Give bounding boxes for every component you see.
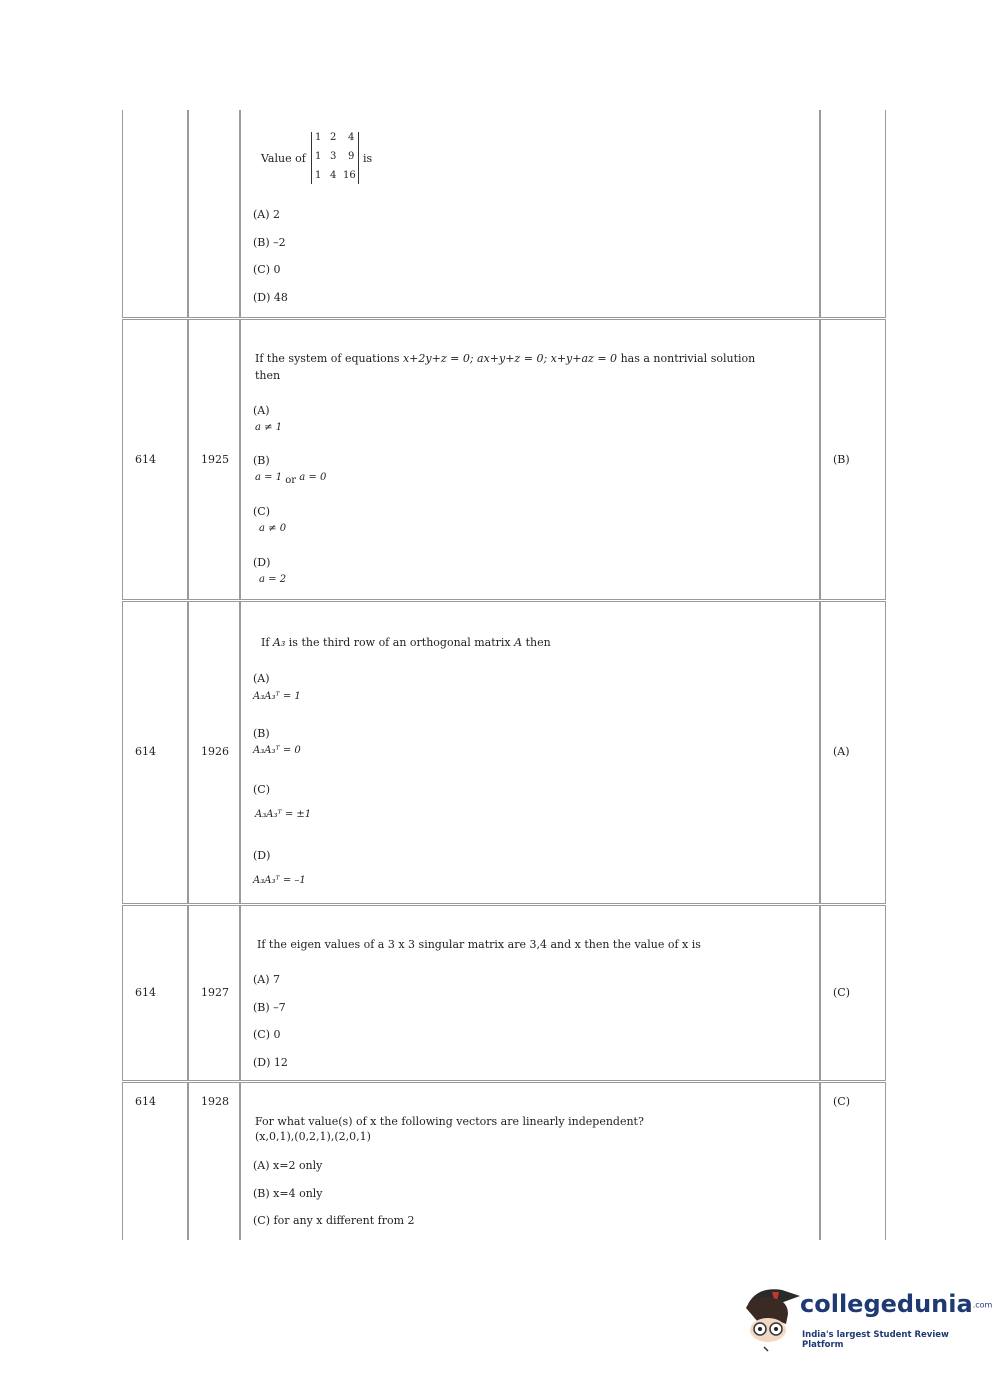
question-cell bbox=[240, 110, 820, 318]
question-text-line2: then bbox=[255, 369, 281, 382]
matrix-entry: 4 bbox=[330, 170, 337, 181]
matrix-entry: 9 bbox=[348, 151, 355, 162]
option-c: (C) for any x different from 2 bbox=[253, 1214, 415, 1227]
question-number-cell bbox=[188, 319, 240, 600]
option-b-label: (B) bbox=[253, 454, 270, 467]
question-text-part: If bbox=[261, 636, 270, 649]
question-vectors: (x,0,1),(0,2,1),(2,0,1) bbox=[255, 1130, 371, 1143]
brand-name bbox=[800, 1290, 992, 1318]
question-text-part: If the system of equations bbox=[255, 352, 400, 365]
question-text: If the eigen values of a 3 x 3 singular matrix are 3,4 and x then the value of x is bbox=[257, 938, 701, 951]
collegedunia-logo bbox=[742, 1284, 993, 1354]
mascot-icon bbox=[742, 1284, 802, 1354]
answer-cell bbox=[820, 1082, 886, 1240]
question-number-cell bbox=[188, 110, 240, 318]
determinant-matrix bbox=[311, 132, 359, 184]
serial-cell bbox=[122, 905, 188, 1081]
brand-tagline: India's largest Student Review Platform bbox=[802, 1330, 949, 1350]
question-number-cell bbox=[188, 1082, 240, 1240]
serial-number: 614 bbox=[135, 1095, 156, 1108]
question-number: 1925 bbox=[201, 453, 229, 466]
matrix-entry: 2 bbox=[330, 132, 337, 143]
option-b-or: or bbox=[285, 475, 297, 486]
serial-number: 614 bbox=[135, 986, 156, 999]
option-b-value bbox=[255, 472, 327, 486]
option-b: (B) –7 bbox=[253, 1001, 286, 1014]
question-text-suffix: is bbox=[363, 152, 373, 165]
option-c-label: (C) bbox=[253, 783, 270, 796]
matrix-entry: 4 bbox=[348, 132, 355, 143]
serial-cell bbox=[122, 319, 188, 600]
question-number-cell bbox=[188, 601, 240, 904]
answer-cell bbox=[820, 110, 886, 318]
answer-cell bbox=[820, 601, 886, 904]
option-a-value: A₃A₃ᵀ = 1 bbox=[253, 691, 301, 702]
question-text: For what value(s) of x the following vectors are linearly independent? bbox=[255, 1115, 644, 1128]
serial-number: 614 bbox=[135, 453, 156, 466]
option-d: (D) 48 bbox=[253, 291, 288, 304]
question-text bbox=[261, 634, 551, 651]
table-row bbox=[122, 601, 886, 904]
option-b-value: A₃A₃ᵀ = 0 bbox=[253, 745, 301, 756]
matrix-entry: 3 bbox=[330, 151, 337, 162]
brand-suffix: .com bbox=[972, 1300, 993, 1310]
question-cell bbox=[240, 319, 820, 600]
option-c-value: A₃A₃ᵀ = ±1 bbox=[255, 809, 312, 820]
answer-cell bbox=[820, 905, 886, 1081]
question-cell bbox=[240, 601, 820, 904]
option-b: (B) x=4 only bbox=[253, 1187, 323, 1200]
answer-key: (C) bbox=[833, 986, 850, 999]
brand-name-text: collegedunia bbox=[800, 1290, 973, 1318]
question-number: 1928 bbox=[201, 1095, 229, 1108]
serial-cell bbox=[122, 1082, 188, 1240]
serial-number: 614 bbox=[135, 745, 156, 758]
symbol: A₃ bbox=[272, 636, 286, 649]
option-d: (D) 12 bbox=[253, 1056, 288, 1069]
option-a-label: (A) bbox=[253, 404, 270, 417]
table-row bbox=[122, 905, 886, 1081]
question-text bbox=[255, 350, 755, 367]
matrix-entry: 1 bbox=[315, 151, 322, 162]
question-text-part: is the third row of an orthogonal matrix bbox=[288, 636, 511, 649]
matrix-entry: 1 bbox=[315, 170, 322, 181]
question-cell bbox=[240, 905, 820, 1081]
serial-cell bbox=[122, 601, 188, 904]
table-row bbox=[122, 319, 886, 600]
question-table bbox=[122, 110, 886, 1240]
option-d-value: A₃A₃ᵀ = –1 bbox=[253, 875, 306, 886]
question-number: 1926 bbox=[201, 745, 229, 758]
option-a-label: (A) bbox=[253, 672, 270, 685]
table-row bbox=[122, 110, 886, 318]
question-text-prefix: Value of bbox=[261, 152, 306, 165]
question-text-part: then bbox=[525, 636, 551, 649]
serial-cell bbox=[122, 110, 188, 318]
option-d-value: a = 2 bbox=[259, 574, 287, 585]
option-c-label: (C) bbox=[253, 505, 270, 518]
symbol: A bbox=[514, 636, 523, 649]
question-text-part: has a nontrivial solution bbox=[620, 352, 756, 365]
option-d-label: (D) bbox=[253, 849, 271, 862]
option-a: (A) 7 bbox=[253, 973, 281, 986]
option-a-value: a ≠ 1 bbox=[255, 422, 283, 433]
matrix-entry: 1 bbox=[315, 132, 322, 143]
option-c-value: a ≠ 0 bbox=[259, 523, 287, 534]
answer-cell bbox=[820, 319, 886, 600]
matrix-entry: 16 bbox=[343, 170, 356, 181]
option-c: (C) 0 bbox=[253, 263, 281, 276]
option-b-value-part: a = 0 bbox=[299, 472, 327, 483]
option-b: (B) –2 bbox=[253, 236, 286, 249]
answer-key: (A) bbox=[833, 745, 850, 758]
option-d-label: (D) bbox=[253, 556, 271, 569]
answer-key: (C) bbox=[833, 1095, 850, 1108]
answer-key: (B) bbox=[833, 453, 850, 466]
equation: x+2y+z = 0; ax+y+z = 0; x+y+az = 0 bbox=[402, 352, 618, 365]
option-a: (A) 2 bbox=[253, 208, 281, 221]
option-b-label: (B) bbox=[253, 727, 270, 740]
question-cell bbox=[240, 1082, 820, 1240]
table-row bbox=[122, 1082, 886, 1240]
option-b-value-part: a = 1 bbox=[255, 472, 283, 483]
question-number-cell bbox=[188, 905, 240, 1081]
question-number: 1927 bbox=[201, 986, 229, 999]
option-c: (C) 0 bbox=[253, 1028, 281, 1041]
option-a: (A) x=2 only bbox=[253, 1159, 323, 1172]
